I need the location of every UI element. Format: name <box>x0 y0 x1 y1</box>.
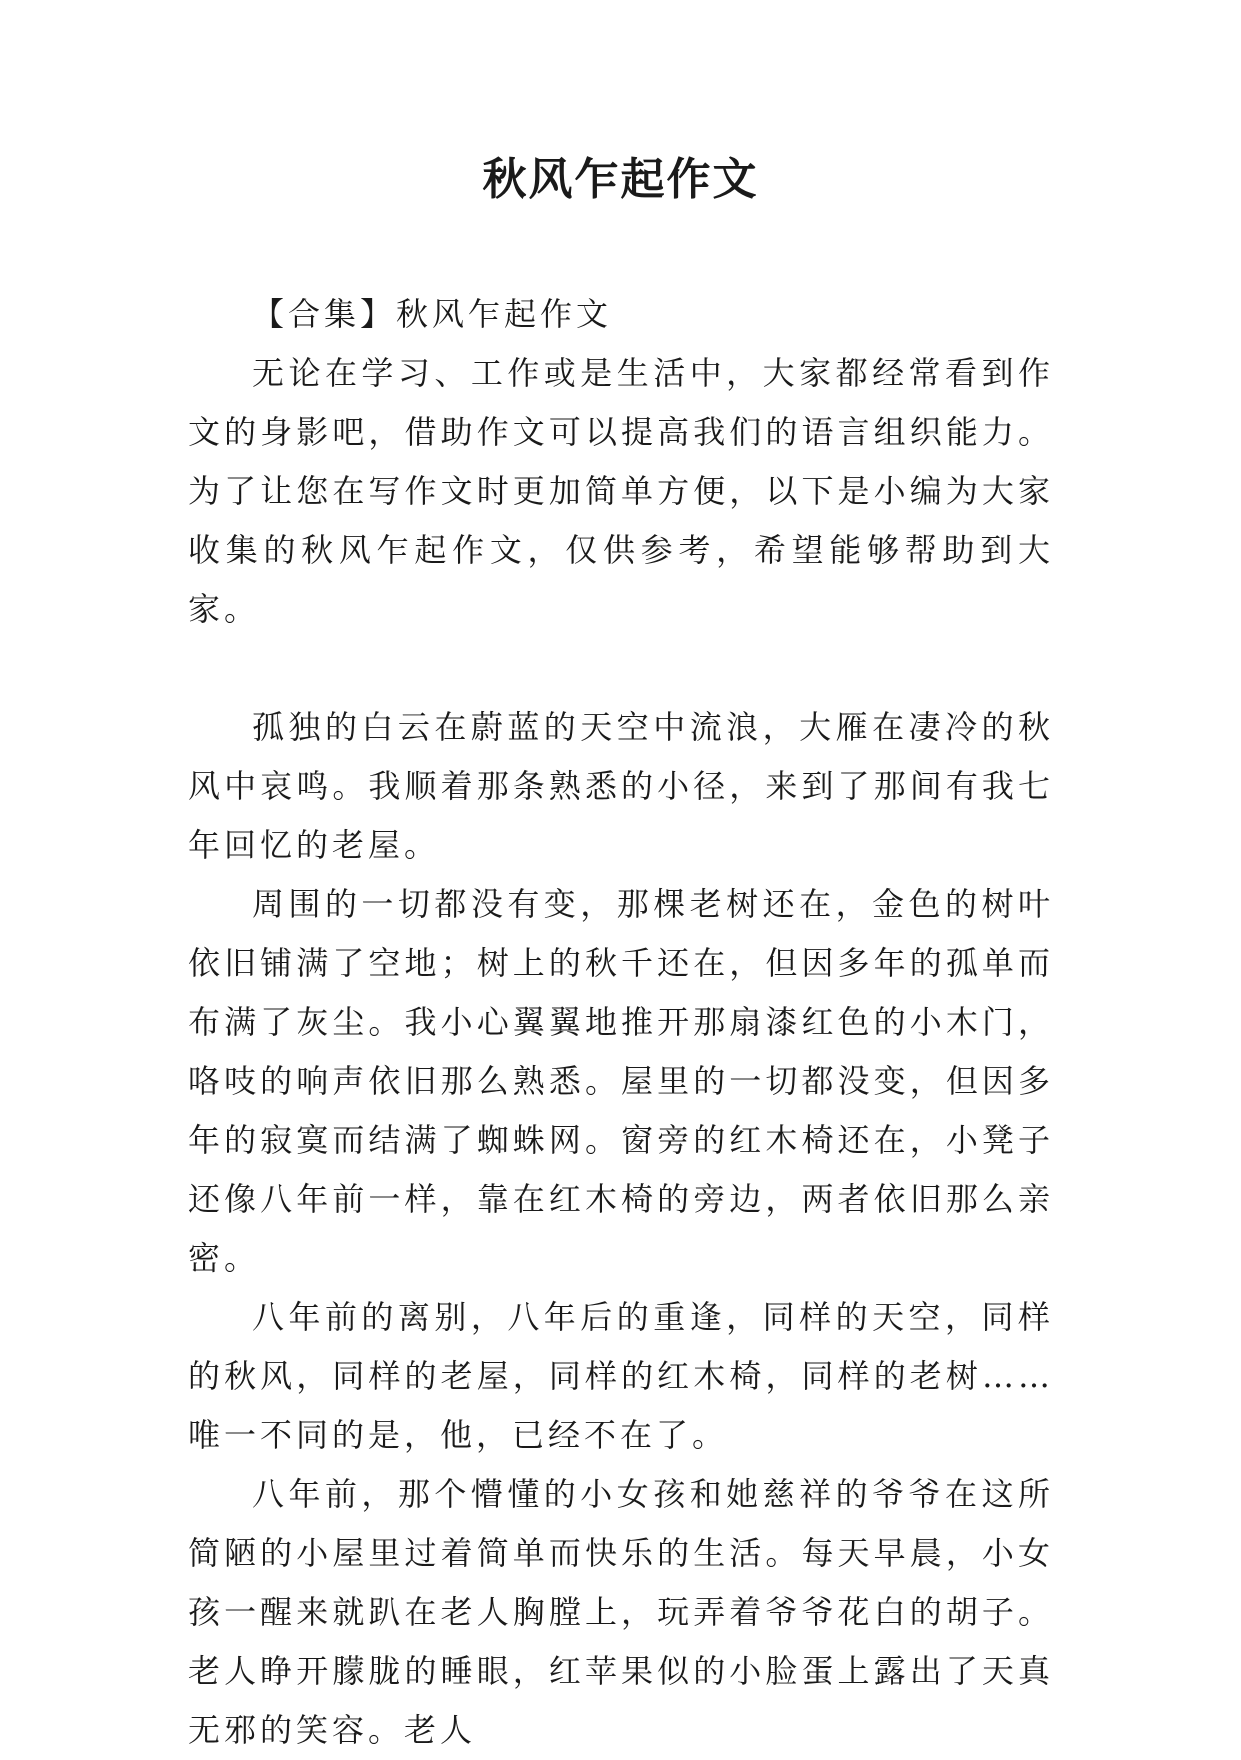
paragraph-spacer <box>188 639 1054 698</box>
paragraph-subtitle: 【合集】秋风乍起作文 <box>252 295 613 333</box>
paragraph: 八年前的离别，八年后的重逢，同样的天空，同样的秋风，同样的老屋，同样的红木椅，同样的老树……唯一不同的是，他，已经不在了。 <box>188 1298 1054 1454</box>
document-body <box>188 285 1054 1760</box>
document-title: 秋风乍起作文 <box>482 154 759 205</box>
paragraph: 周围的一切都没有变，那棵老树还在，金色的树叶依旧铺满了空地；树上的秋千还在，但因多年的孤单而布满了灰尘。我小心翼翼地推开那扇漆红色的小木门，咯吱的响声依旧那么熟悉。屋里的一切都没变，但因多年的寂寞而结满了蜘蛛网。窗旁的红木椅还在，小凳子还像八年前一样，靠在红木椅的旁边，两者依旧那么亲密。 <box>188 885 1054 1277</box>
paragraph: 八年前，那个懵懂的小女孩和她慈祥的爷爷在这所简陋的小屋里过着简单而快乐的生活。每天早晨，小女孩一醒来就趴在老人胸膛上，玩弄着爷爷花白的胡子。老人睁开朦胧的睡眼，红苹果似的小脸蛋上露出了天真无邪的笑容。老人 <box>188 1475 1054 1749</box>
paragraph-intro: 无论在学习、工作或是生活中，大家都经常看到作文的身影吧，借助作文可以提高我们的语言组织能力。为了让您在写作文时更加简单方便，以下是小编为大家收集的秋风乍起作文，仅供参考，希望能够帮助到大家。 <box>188 354 1054 628</box>
paragraph: 孤独的白云在蔚蓝的天空中流浪，大雁在凄冷的秋风中哀鸣。我顺着那条熟悉的小径，来到了那间有我七年回忆的老屋。 <box>188 708 1054 864</box>
